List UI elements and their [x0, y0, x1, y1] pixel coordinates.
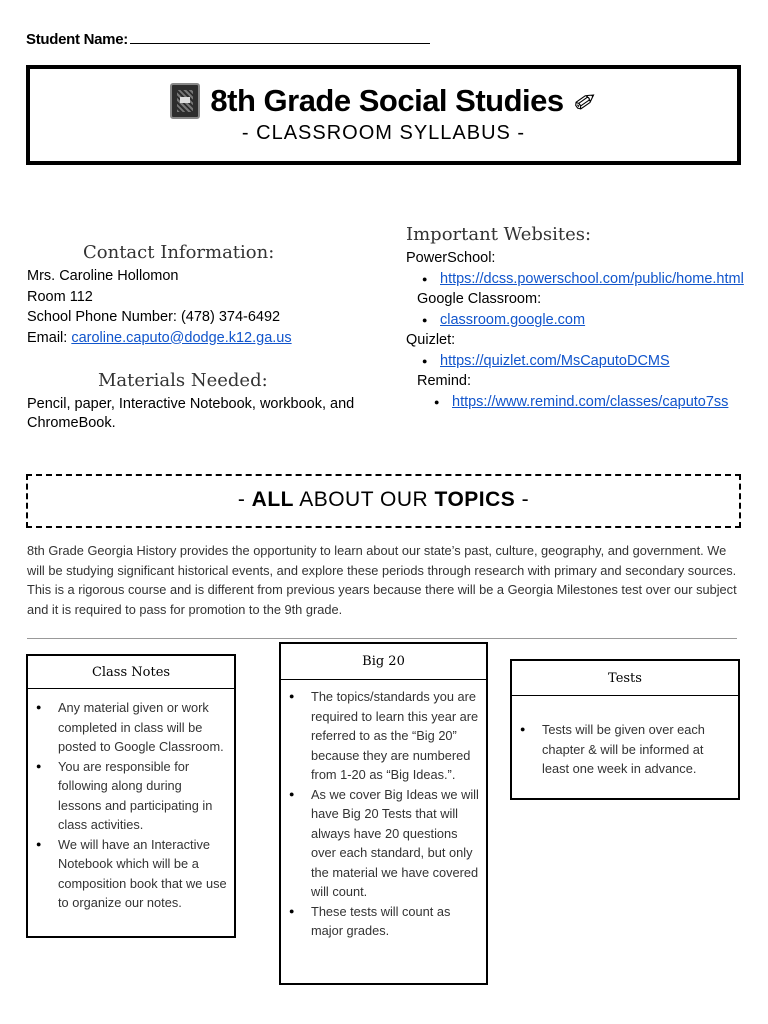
list-item: ● These tests will count as major grades.: [281, 902, 480, 941]
phone-number: School Phone Number: (478) 374-6492: [27, 309, 281, 325]
topics-word-topics: TOPICS: [434, 488, 516, 511]
list-item: [406, 269, 746, 290]
email-line: [27, 328, 292, 349]
contact-info: [27, 266, 292, 348]
student-name-field: [26, 31, 430, 48]
page-subtitle: - CLASSROOM SYLLABUS -: [241, 122, 526, 144]
classroom-label: Google Classroom:: [417, 291, 542, 307]
materials-heading: Materials Needed:: [98, 370, 268, 391]
list-item: ● The topics/standards you are required to learn this year are referred to as the “Big 20” because they are numbered from 1-20 as “Big Ideas.”.: [281, 687, 480, 785]
websites-heading: Important Websites:: [406, 224, 592, 245]
list-item: ● We will have an Interactive Notebook which will be a composition book that we use to organize our notes.: [28, 835, 228, 913]
topics-prefix: -: [237, 488, 252, 511]
room-number: Room 112: [27, 288, 93, 305]
list-item: ● Any material given or work completed in class will be posted to Google Classroom.: [28, 698, 228, 757]
list-item: [406, 392, 746, 413]
teacher-name: Mrs. Caroline Hollomon: [27, 268, 179, 284]
tests-card: [510, 659, 740, 800]
class-notes-heading: Class Notes: [28, 656, 234, 689]
big20-card: [279, 642, 488, 985]
page-title: [30, 83, 737, 119]
quizlet-link[interactable]: https://quizlet.com/MsCaputoDCMS: [440, 352, 670, 369]
student-name-line[interactable]: [130, 32, 430, 44]
quizlet-label: Quizlet:: [406, 332, 456, 348]
list-item: ● As we cover Big Ideas we will have Big 20 Tests that will always have 20 questions over each standard, but only the material we have covered will count.: [281, 785, 480, 902]
contact-heading: Contact Information:: [83, 242, 275, 263]
course-intro: 8th Grade Georgia History provides the opportunity to learn about our state’s past, culture, geography, and government. We will be studying significant historical events, and explore these periods through research with primary and secondary sources. This is a rigorous course and is different from previous years because there will be a Georgia Milestones test over our subject and it is required to pass for promotion to the 9th grade.: [27, 543, 737, 617]
materials-text: Pencil, paper, Interactive Notebook, workbook, and ChromeBook.: [27, 396, 355, 431]
list-item: ● You are responsible for following along during lessons and participating in class activities.: [28, 757, 228, 835]
email-link[interactable]: caroline.caputo@dodge.k12.ga.us: [71, 329, 292, 346]
student-name-label: Student Name:: [26, 31, 128, 48]
list-item: [406, 310, 746, 331]
email-label: Email:: [27, 329, 72, 346]
powerschool-label: PowerSchool:: [406, 250, 496, 266]
topics-word-all: ALL: [251, 488, 294, 511]
classroom-link[interactable]: classroom.google.com: [440, 311, 586, 328]
topics-title: [28, 488, 739, 512]
tests-heading: Tests: [512, 661, 738, 696]
topics-suffix: -: [515, 488, 530, 511]
powerschool-link[interactable]: https://dcss.powerschool.com/public/home.html: [440, 270, 744, 287]
websites-list: [406, 248, 746, 412]
topics-word-about: ABOUT: [299, 488, 374, 511]
topics-word-our: OUR: [380, 488, 429, 511]
remind-link[interactable]: https://www.remind.com/classes/caputo7ss: [452, 393, 729, 410]
pencil-icon: ✏: [566, 81, 604, 121]
list-item: [406, 351, 746, 372]
class-notes-card: [26, 654, 236, 938]
title-text: 8th Grade Social Studies: [210, 83, 564, 118]
remind-label: Remind:: [417, 373, 471, 389]
divider: [27, 638, 737, 639]
title-box: [26, 65, 741, 165]
topics-banner: [26, 474, 741, 528]
big20-heading: Big 20: [281, 644, 486, 680]
list-item: ● Tests will be given over each chapter & will be informed at least one week in advance.: [512, 720, 732, 779]
notebook-icon: [170, 83, 200, 119]
